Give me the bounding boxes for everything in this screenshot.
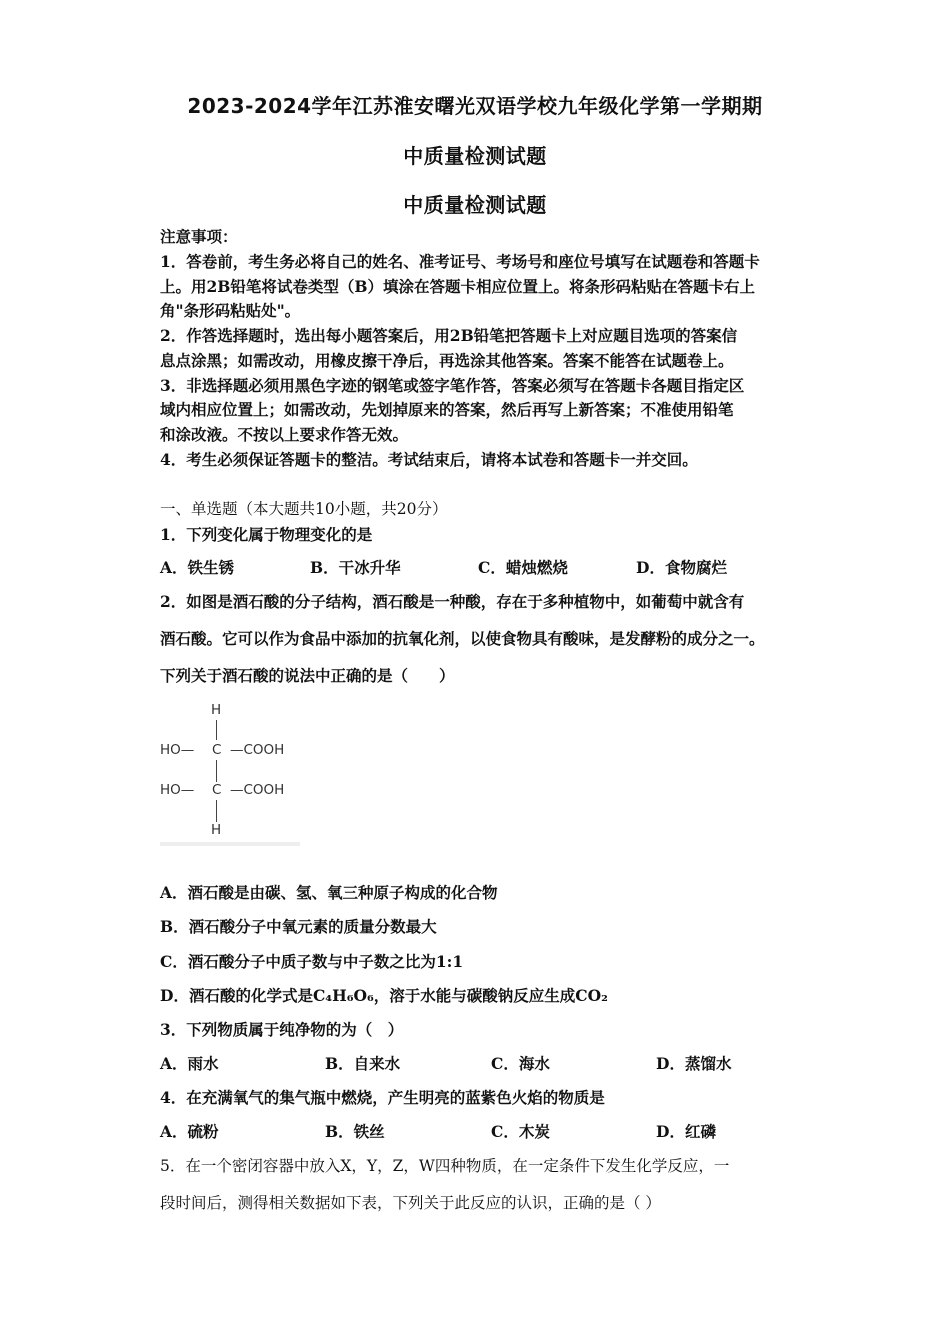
group-cooh-2: —COOH <box>230 782 285 798</box>
notice-line: 角"条形码粘贴处"。 <box>160 301 301 320</box>
bond-line <box>216 800 217 822</box>
question-1-option-b: B．干冰升华 <box>310 558 401 577</box>
question-1-stem: 1．下列变化属于物理变化的是 <box>160 525 373 544</box>
atom-c-2: C <box>212 782 222 798</box>
notice-line: 息点涂黑；如需改动，用橡皮擦干净后，再选涂其他答案。答案不能答在试题卷上。 <box>160 351 734 370</box>
page-title-line2: 中质量检测试题 <box>403 144 547 168</box>
notice-line: 2．作答选择题时，选出每小题答案后，用2B铅笔把答题卡上对应题目选项的答案信 <box>160 326 738 345</box>
notice-line: 4．考生必须保证答题卡的整洁。考试结束后，请将本试卷和答题卡一并交回。 <box>160 450 698 469</box>
question-1-option-a: A．铁生锈 <box>160 558 235 577</box>
question-2-stem-line: 2．如图是酒石酸的分子结构，酒石酸是一种酸，存在于多种植物中，如葡萄中就含有 <box>160 592 745 611</box>
question-5-stem-line: 5．在一个密闭容器中放入X，Y，Z，W四种物质，在一定条件下发生化学反应，一 <box>160 1157 730 1175</box>
question-2-option-d: D．酒石酸的化学式是C₄H₆O₆，溶于水能与碳酸钠反应生成CO₂ <box>160 986 608 1005</box>
question-4-option-a: A．硫粉 <box>160 1122 219 1141</box>
question-1-option-c: C．蜡烛燃烧 <box>478 558 568 577</box>
page-title: 2023-2024学年江苏淮安曙光双语学校九年级化学第一学期期 <box>187 94 763 118</box>
atom-h-bottom: H <box>211 822 222 838</box>
bond-line <box>216 760 217 782</box>
bond-line <box>216 720 217 740</box>
question-3-stem: 3．下列物质属于纯净物的为（ ） <box>160 1020 404 1039</box>
question-2-stem-line: 酒石酸。它可以作为食品中添加的抗氧化剂，以使食物具有酸味，是发酵粉的成分之一。 <box>160 629 765 648</box>
question-2-option-a: A．酒石酸是由碳、氢、氧三种原子构成的化合物 <box>160 883 498 902</box>
question-4-option-b: B．铁丝 <box>325 1122 385 1141</box>
atom-h-top: H <box>211 702 222 718</box>
question-2-stem-line: 下列关于酒石酸的说法中正确的是（ ） <box>160 666 455 685</box>
notice-heading: 注意事项： <box>160 227 238 246</box>
question-3-option-b: B．自来水 <box>325 1054 401 1073</box>
question-1-option-d: D．食物腐烂 <box>636 558 727 577</box>
page-title-line3: 中质量检测试题 <box>403 193 547 217</box>
question-3-option-d: D．蒸馏水 <box>656 1054 732 1073</box>
group-ho-2: HO— <box>160 782 195 798</box>
question-2-option-c: C．酒石酸分子中质子数与中子数之比为1:1 <box>160 952 464 971</box>
notice-line: 和涂改液。不按以上要求作答无效。 <box>160 425 409 444</box>
question-4-stem: 4．在充满氧气的集气瓶中燃烧，产生明亮的蓝紫色火焰的物质是 <box>160 1088 605 1107</box>
question-4-option-c: C．木炭 <box>491 1122 550 1141</box>
notice-line: 3．非选择题必须用黑色字迹的钢笔或签字笔作答，答案必须写在答题卡各题目指定区 <box>160 376 745 395</box>
question-4-option-d: D．红磷 <box>656 1122 716 1141</box>
atom-c-1: C <box>212 742 222 758</box>
question-2-option-b: B．酒石酸分子中氧元素的质量分数最大 <box>160 917 437 936</box>
question-3-option-a: A．雨水 <box>160 1054 219 1073</box>
question-5-stem-line: 段时间后，测得相关数据如下表，下列关于此反应的认识，正确的是（ ） <box>160 1194 661 1212</box>
group-cooh-1: —COOH <box>230 742 285 758</box>
notice-line: 1．答卷前，考生务必将自己的姓名、准考证号、考场号和座位号填写在试题卷和答题卡 <box>160 252 760 271</box>
section-heading: 一、单选题（本大题共10小题，共20分） <box>160 500 448 518</box>
notice-line: 上。用2B铅笔将试卷类型（B）填涂在答题卡相应位置上。将条形码粘贴在答题卡右上 <box>160 277 755 296</box>
figure-edge <box>160 842 300 846</box>
notice-line: 域内相应位置上；如需改动，先划掉原来的答案，然后再写上新答案；不准使用铅笔 <box>160 400 734 419</box>
group-ho-1: HO— <box>160 742 195 758</box>
tartaric-acid-structure <box>160 700 300 845</box>
question-3-option-c: C．海水 <box>491 1054 550 1073</box>
